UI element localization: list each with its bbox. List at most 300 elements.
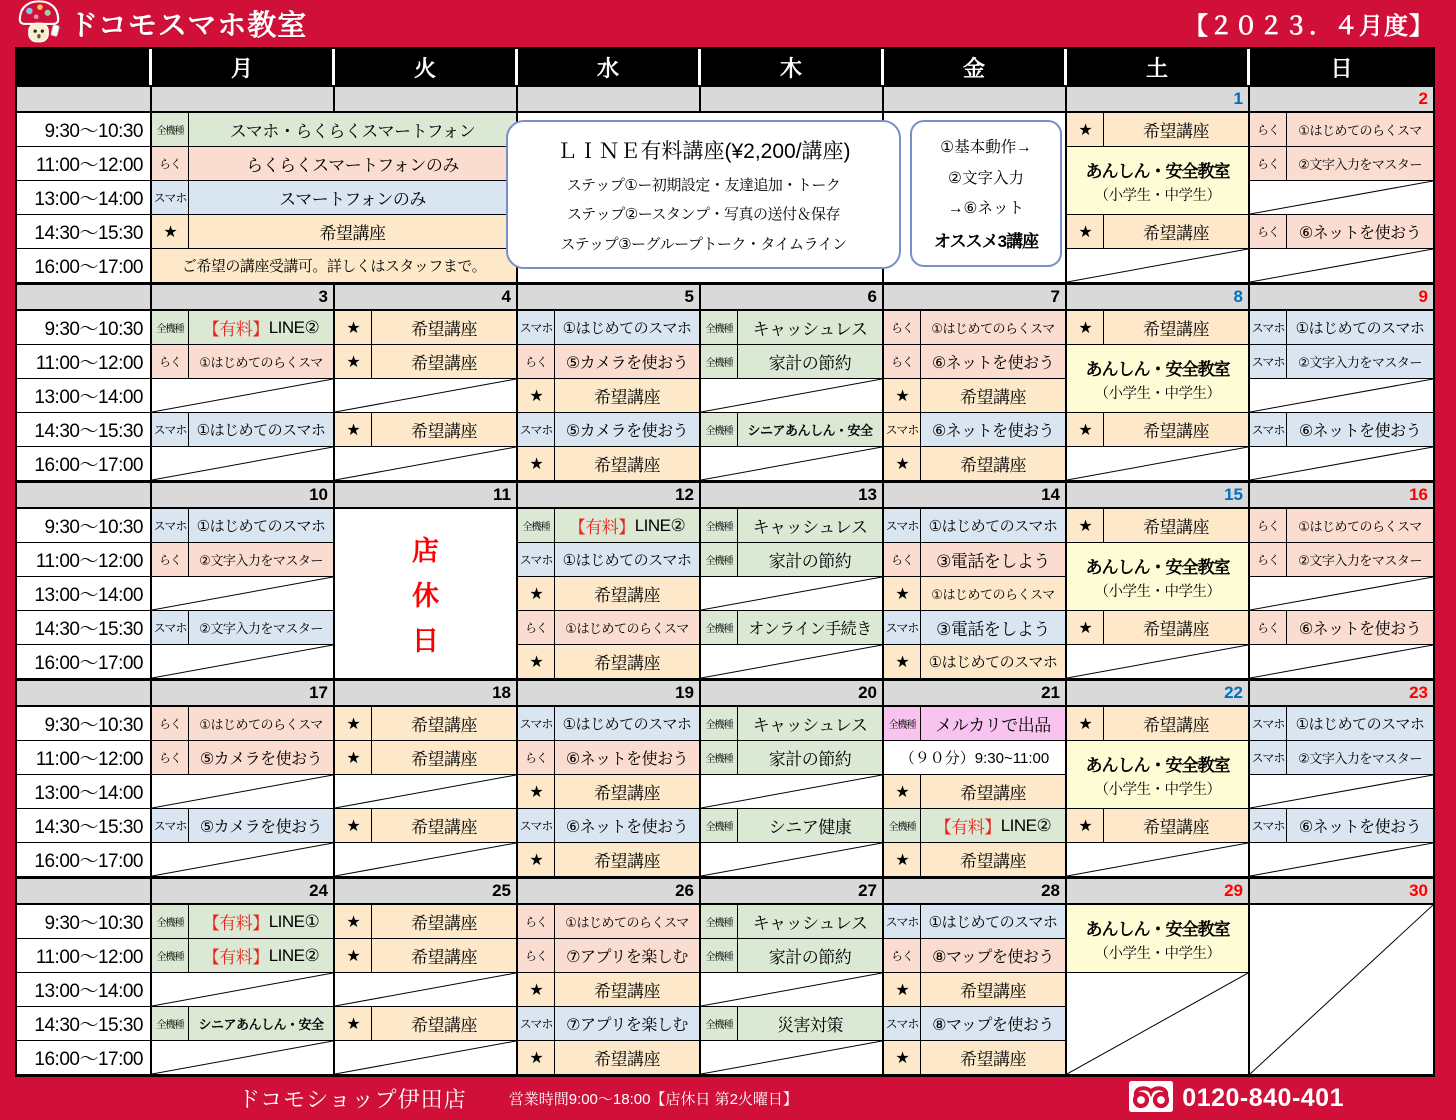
course-tag: ★ xyxy=(335,809,372,842)
course-label: ⑥ネットを使おう xyxy=(1287,611,1433,644)
course-label: 希望講座 xyxy=(555,577,699,610)
date-number: 23 xyxy=(1409,683,1428,702)
course-label: キャッシュレス xyxy=(738,707,882,740)
course-label: ①はじめてのスマホ xyxy=(1287,707,1433,740)
course-tag: スマホ xyxy=(1250,741,1287,774)
date-number: 11 xyxy=(493,485,511,504)
empty-slot-cell xyxy=(701,1041,884,1075)
course-label: ①はじめてのらくスマ xyxy=(921,577,1065,610)
week-row-5 xyxy=(17,877,1433,1075)
paid-label: 【有料】 xyxy=(568,518,635,537)
course-tag: 全機種 xyxy=(152,905,189,938)
course-label: ②文字入力をマスター xyxy=(189,611,333,644)
weekday-header-sat: 土 xyxy=(1067,49,1250,85)
course-label: ①はじめてのスマホ xyxy=(921,509,1065,542)
course-label: 希望講座 xyxy=(1104,215,1248,248)
course-label xyxy=(189,311,333,344)
date-number: 30 xyxy=(1409,881,1428,900)
course-cell xyxy=(152,311,335,345)
course-label: 希望講座 xyxy=(372,939,516,972)
course-tag: スマホ xyxy=(1250,345,1287,378)
course-label: ①はじめてのスマホ xyxy=(189,509,333,542)
course-label xyxy=(555,509,699,542)
wish-course-cell xyxy=(518,645,701,679)
course-label: 希望講座 xyxy=(372,707,516,740)
shop-holiday-char: 休 xyxy=(412,581,439,611)
footer-banner xyxy=(0,1077,1456,1120)
date-cell xyxy=(1250,681,1433,707)
empty-slot-cell xyxy=(152,775,335,809)
course-label: シニア健康 xyxy=(738,809,882,842)
course-cell xyxy=(884,509,1067,543)
anshin-safety-class-cell xyxy=(1067,147,1250,215)
course-tag: らく xyxy=(152,543,189,576)
time-label: 9:30～10:30 xyxy=(17,509,152,543)
course-label: ⑤カメラを使おう xyxy=(555,345,699,378)
course-label: ⑥ネットを使おう xyxy=(921,345,1065,378)
anshin-title: あんしん・安全教室 xyxy=(1085,359,1230,379)
date-corner-cell xyxy=(17,87,152,113)
course-cell xyxy=(701,543,884,577)
time-label: 14:30～15:30 xyxy=(17,413,152,447)
weekday-header-wed: 水 xyxy=(518,49,701,85)
date-cell xyxy=(518,285,701,311)
course-tag: らく xyxy=(152,707,189,740)
course-tag: らく xyxy=(518,345,555,378)
course-tag: スマホ xyxy=(152,809,189,842)
date-number: 13 xyxy=(858,485,877,504)
recommend-bold-line: オススメ3講座 xyxy=(933,232,1039,252)
time-label: 16:00～17:00 xyxy=(17,843,152,877)
date-cell xyxy=(701,87,884,113)
weekday-header-tue: 火 xyxy=(335,49,518,85)
line-box-title: ＬＩＮＥ有料講座(¥2,200/講座) xyxy=(556,139,851,163)
time-label: 13:00～14:00 xyxy=(17,181,152,215)
empty-slot-cell xyxy=(335,1041,518,1075)
course-cell xyxy=(884,543,1067,577)
date-cell xyxy=(1067,87,1250,113)
anshin-title: あんしん・安全教室 xyxy=(1085,557,1230,577)
course-label: ⑤カメラを使おう xyxy=(189,741,333,774)
empty-slot-cell xyxy=(1250,249,1433,283)
course-label: 希望講座 xyxy=(372,345,516,378)
course-label: メルカリで出品 xyxy=(921,707,1065,740)
course-label: ②文字入力をマスター xyxy=(1287,345,1433,378)
course-cell xyxy=(701,741,884,775)
recommend-line-3: →⑥ネット xyxy=(948,200,1024,218)
course-label: スマホ・らくらくスマートフォン xyxy=(189,113,516,146)
wish-course-cell xyxy=(1067,413,1250,447)
course-tag: らく xyxy=(518,939,555,972)
course-tag: 全機種 xyxy=(518,509,555,542)
shop-name: ドコモショップ伊田店 xyxy=(238,1087,467,1112)
course-tag: ★ xyxy=(884,775,921,808)
course-cell xyxy=(1250,707,1433,741)
top-banner xyxy=(0,0,1456,47)
course-text: LINE① xyxy=(268,911,320,931)
course-cell xyxy=(152,543,335,577)
empty-day-cell xyxy=(1250,905,1433,1075)
course-tag: ★ xyxy=(1067,113,1104,146)
course-cell xyxy=(1250,809,1433,843)
weekday-header-sun: 日 xyxy=(1250,49,1433,85)
date-cell xyxy=(152,285,335,311)
date-cell xyxy=(1250,87,1433,113)
wish-course-cell xyxy=(884,973,1067,1007)
course-tag: 全機種 xyxy=(152,311,189,344)
course-tag: 全機種 xyxy=(701,311,738,344)
course-label: ①はじめてのらくスマ xyxy=(1287,113,1433,146)
date-cell xyxy=(152,87,335,113)
line-box-step-2: ステップ②ースタンプ・写真の送付＆保存 xyxy=(567,206,840,224)
course-label: ①はじめてのらくスマ xyxy=(189,707,333,740)
course-tag: 全機種 xyxy=(701,939,738,972)
course-label: 家計の節約 xyxy=(738,345,882,378)
course-tag: 全機種 xyxy=(701,809,738,842)
empty-slot-cell xyxy=(1250,843,1433,877)
course-tag: ★ xyxy=(518,775,555,808)
course-tag: 全機種 xyxy=(701,413,738,446)
course-tag: ★ xyxy=(1067,509,1104,542)
course-cell xyxy=(701,905,884,939)
wish-course-cell xyxy=(1067,509,1250,543)
course-tag: ★ xyxy=(1067,311,1104,344)
course-tag: 全機種 xyxy=(152,1007,189,1040)
date-number: 15 xyxy=(1224,485,1243,504)
course-tag: 全機種 xyxy=(701,707,738,740)
course-cell xyxy=(518,809,701,843)
wish-course-cell xyxy=(884,379,1067,413)
docomodake-mushroom-icon xyxy=(16,0,62,49)
time-label: 9:30～10:30 xyxy=(17,113,152,147)
course-cell xyxy=(152,345,335,379)
course-label: ①はじめてのスマホ xyxy=(1287,311,1433,344)
course-label: 家計の節約 xyxy=(738,741,882,774)
course-tag: ★ xyxy=(884,447,921,480)
course-cell xyxy=(152,113,518,147)
time-label: 9:30～10:30 xyxy=(17,905,152,939)
empty-slot-cell xyxy=(1250,775,1433,809)
date-cell xyxy=(1067,285,1250,311)
date-number: 2 xyxy=(1418,89,1428,108)
course-tag: ★ xyxy=(884,973,921,1006)
empty-slot-cell xyxy=(701,447,884,481)
course-tag: 全機種 xyxy=(152,113,189,146)
wish-course-cell xyxy=(518,775,701,809)
wish-course-cell xyxy=(884,577,1067,611)
date-cell xyxy=(152,483,335,509)
date-cell xyxy=(518,483,701,509)
course-tag: ★ xyxy=(884,379,921,412)
course-cell xyxy=(701,311,884,345)
shop-holiday-cell xyxy=(335,509,518,679)
course-tag: ★ xyxy=(1067,611,1104,644)
course-label: らくらくスマートフォンのみ xyxy=(189,147,516,180)
course-cell xyxy=(152,707,335,741)
phone-number: 0120-840-401 xyxy=(1182,1084,1344,1112)
course-cell xyxy=(152,809,335,843)
line-box-step-3: ステップ③ーグループトーク・タイムライン xyxy=(560,236,847,254)
date-corner-cell xyxy=(17,285,152,311)
course-label: シニアあんしん・安全 xyxy=(738,413,882,446)
app-title: ドコモスマホ教室 xyxy=(69,10,308,42)
wish-course-cell xyxy=(335,345,518,379)
empty-slot-cell xyxy=(701,645,884,679)
paid-label: 【有料】 xyxy=(202,948,269,967)
time-label: 9:30～10:30 xyxy=(17,311,152,345)
anshin-title: あんしん・安全教室 xyxy=(1085,755,1230,775)
course-tag: ★ xyxy=(884,1041,921,1074)
course-tag: スマホ xyxy=(152,611,189,644)
course-cell xyxy=(152,939,335,973)
weekday-header-fri: 金 xyxy=(884,49,1067,85)
anshin-subtitle: （小学生・中学生） xyxy=(1094,781,1221,798)
date-cell xyxy=(1250,879,1433,905)
shop-holiday-char: 日 xyxy=(412,626,439,656)
time-label: 14:30～15:30 xyxy=(17,809,152,843)
date-cell xyxy=(884,285,1067,311)
course-cell xyxy=(518,905,701,939)
course-label: 希望講座 xyxy=(372,905,516,938)
course-label: ③電話をしよう xyxy=(921,543,1065,576)
course-tag: らく xyxy=(152,147,189,180)
course-label: 希望講座 xyxy=(1104,707,1248,740)
date-cell xyxy=(1067,681,1250,707)
course-label: ②文字入力をマスター xyxy=(189,543,333,576)
course-label: ⑥ネットを使おう xyxy=(921,413,1065,446)
course-cell xyxy=(518,413,701,447)
course-label: ⑥ネットを使おう xyxy=(555,809,699,842)
wish-course-cell xyxy=(884,775,1067,809)
date-cell xyxy=(518,87,701,113)
date-cell xyxy=(701,285,884,311)
date-cell xyxy=(335,285,518,311)
course-tag: らく xyxy=(1250,147,1287,180)
course-tag: スマホ xyxy=(884,1007,921,1040)
course-tag: らく xyxy=(518,905,555,938)
empty-slot-cell xyxy=(1067,249,1250,283)
line-box-step-1: ステップ①ー初期設定・友達追加・トーク xyxy=(566,176,841,194)
course-cell xyxy=(518,707,701,741)
empty-slot-cell xyxy=(701,775,884,809)
course-tag: ★ xyxy=(884,843,921,876)
calendar xyxy=(15,47,1435,1077)
empty-slot-cell xyxy=(701,973,884,1007)
course-tag: らく xyxy=(1250,215,1287,248)
course-cell xyxy=(884,413,1067,447)
course-cell xyxy=(701,707,884,741)
wish-course-cell xyxy=(335,905,518,939)
course-tag: ★ xyxy=(1067,215,1104,248)
date-cell xyxy=(335,879,518,905)
course-label: 災害対策 xyxy=(738,1007,882,1040)
wish-course-cell xyxy=(1067,611,1250,645)
course-cell xyxy=(1250,113,1433,147)
course-label: キャッシュレス xyxy=(738,905,882,938)
course-text: LINE② xyxy=(1000,815,1052,835)
course-cell xyxy=(518,1007,701,1041)
course-cell xyxy=(884,939,1067,973)
note-text: ご希望の講座受講可。詳しくはスタッフまで。 xyxy=(152,249,516,282)
course-cell xyxy=(884,611,1067,645)
empty-slot-cell xyxy=(1250,577,1433,611)
course-tag: 全機種 xyxy=(701,509,738,542)
course-label: 希望講座 xyxy=(921,973,1065,1006)
date-number: 26 xyxy=(675,881,694,900)
empty-slot-cell xyxy=(1250,379,1433,413)
course-tag: 全機種 xyxy=(152,939,189,972)
course-cell xyxy=(884,707,1067,741)
course-tag: スマホ xyxy=(518,809,555,842)
date-number: 24 xyxy=(309,881,328,900)
date-number: 27 xyxy=(858,881,877,900)
wish-course-cell xyxy=(152,215,518,249)
time-label: 13:00～14:00 xyxy=(17,379,152,413)
anshin-title: あんしん・安全教室 xyxy=(1085,919,1230,939)
anshin-subtitle: （小学生・中学生） xyxy=(1094,385,1221,402)
date-number: 5 xyxy=(684,287,694,306)
business-hours: 営業時間9:00～18:00【店休日 第2火曜日】 xyxy=(508,1091,798,1108)
course-cell xyxy=(518,611,701,645)
course-cell xyxy=(701,509,884,543)
course-tag: 全機種 xyxy=(884,809,921,842)
course-cell xyxy=(152,905,335,939)
empty-slot-cell xyxy=(1067,447,1250,481)
course-tag: スマホ xyxy=(518,707,555,740)
course-tag: らく xyxy=(1250,611,1287,644)
time-label: 16:00～17:00 xyxy=(17,645,152,679)
course-tag: ★ xyxy=(518,843,555,876)
wish-course-cell xyxy=(335,1007,518,1041)
course-cell xyxy=(701,939,884,973)
course-label: 希望講座 xyxy=(921,1041,1065,1074)
date-number: 1 xyxy=(1233,89,1243,108)
empty-slot-cell xyxy=(335,447,518,481)
empty-slot-cell xyxy=(701,843,884,877)
course-label: ③電話をしよう xyxy=(921,611,1065,644)
empty-slot-cell xyxy=(335,775,518,809)
course-label: 希望講座 xyxy=(555,447,699,480)
weekday-header-corner xyxy=(17,49,152,85)
course-cell xyxy=(701,809,884,843)
time-label: 14:30～15:30 xyxy=(17,215,152,249)
date-cell xyxy=(884,879,1067,905)
course-label: 希望講座 xyxy=(372,311,516,344)
date-number: 28 xyxy=(1041,881,1060,900)
date-cell xyxy=(701,483,884,509)
logo xyxy=(16,0,307,49)
course-cell xyxy=(884,905,1067,939)
date-cell xyxy=(1250,285,1433,311)
course-label: ⑥ネットを使おう xyxy=(1287,809,1433,842)
course-tag: ★ xyxy=(152,215,189,248)
course-tag: らく xyxy=(884,543,921,576)
course-text: LINE② xyxy=(268,945,320,965)
time-label: 11:00～12:00 xyxy=(17,543,152,577)
wish-course-cell xyxy=(335,741,518,775)
date-cell xyxy=(518,681,701,707)
course-cell xyxy=(152,509,335,543)
anshin-safety-class-cell xyxy=(1067,345,1250,413)
course-label: 希望講座 xyxy=(1104,311,1248,344)
empty-slot-cell xyxy=(1250,645,1433,679)
course-tag: スマホ xyxy=(518,543,555,576)
date-number: 3 xyxy=(318,287,328,306)
course-label: 希望講座 xyxy=(555,1041,699,1074)
course-label: 希望講座 xyxy=(921,447,1065,480)
date-number: 4 xyxy=(501,287,511,306)
weekday-header-mon: 月 xyxy=(152,49,335,85)
course-tag: らく xyxy=(518,611,555,644)
date-cell xyxy=(518,879,701,905)
course-tag: ★ xyxy=(884,645,921,678)
course-cell xyxy=(884,311,1067,345)
course-label: 希望講座 xyxy=(555,843,699,876)
course-cell xyxy=(152,147,518,181)
course-tag: ★ xyxy=(1067,809,1104,842)
paid-label: 【有料】 xyxy=(202,320,269,339)
course-cell xyxy=(1250,741,1433,775)
course-label: 希望講座 xyxy=(189,215,516,248)
wish-course-cell xyxy=(1067,809,1250,843)
course-label: ①はじめてのスマホ xyxy=(921,645,1065,678)
course-label: 希望講座 xyxy=(1104,113,1248,146)
course-cell xyxy=(1250,215,1433,249)
time-label: 11:00～12:00 xyxy=(17,345,152,379)
course-cell xyxy=(884,1007,1067,1041)
course-cell xyxy=(1250,413,1433,447)
course-label: シニアあんしん・安全 xyxy=(189,1007,333,1040)
date-cell xyxy=(152,879,335,905)
time-label: 11:00～12:00 xyxy=(17,939,152,973)
time-label: 14:30～15:30 xyxy=(17,611,152,645)
course-label: ⑥ネットを使おう xyxy=(1287,215,1433,248)
date-number: 29 xyxy=(1224,881,1243,900)
date-number: 25 xyxy=(492,881,511,900)
course-tag: ★ xyxy=(1067,707,1104,740)
duration-text: （９０分）9:30~11:00 xyxy=(899,750,1050,767)
date-cell xyxy=(335,87,518,113)
course-tag: スマホ xyxy=(1250,311,1287,344)
course-tag: スマホ xyxy=(884,509,921,542)
empty-slot-cell xyxy=(335,843,518,877)
course-cell xyxy=(518,543,701,577)
wish-course-cell xyxy=(884,645,1067,679)
course-tag: らく xyxy=(884,939,921,972)
wish-course-cell xyxy=(335,809,518,843)
course-tag: らく xyxy=(152,345,189,378)
course-cell xyxy=(1250,147,1433,181)
week-row-4 xyxy=(17,679,1433,877)
course-tag: ★ xyxy=(518,645,555,678)
recommend-line-1: ①基本動作→ xyxy=(940,138,1032,156)
date-cell xyxy=(884,483,1067,509)
date-cell xyxy=(701,681,884,707)
course-label: 希望講座 xyxy=(555,973,699,1006)
course-tag: 全機種 xyxy=(701,905,738,938)
empty-slot-cell xyxy=(701,577,884,611)
empty-slot-cell xyxy=(152,843,335,877)
paid-label: 【有料】 xyxy=(934,818,1001,837)
course-tag: らく xyxy=(1250,543,1287,576)
course-cell xyxy=(518,345,701,379)
wish-course-cell xyxy=(518,1041,701,1075)
course-label: ①はじめてのスマホ xyxy=(921,905,1065,938)
date-corner-cell xyxy=(17,681,152,707)
date-cell xyxy=(701,879,884,905)
course-tag: らく xyxy=(152,741,189,774)
course-cell xyxy=(701,1007,884,1041)
